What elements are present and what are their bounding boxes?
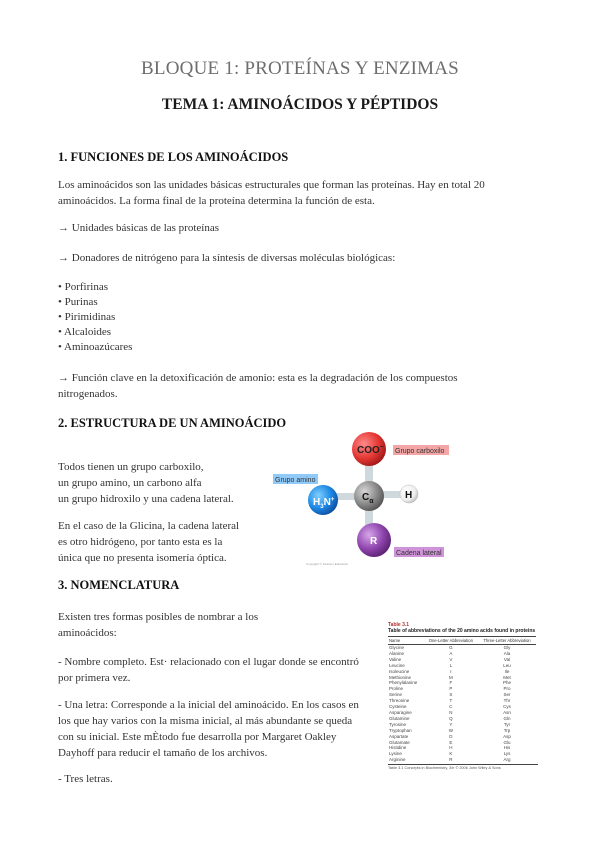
- table-cell: Alanine: [389, 650, 405, 656]
- table-cell: S: [449, 692, 453, 698]
- table-cell: K: [449, 751, 453, 757]
- table-cell: Phenylalanine: [389, 680, 418, 686]
- table-cell: Asn: [503, 709, 511, 715]
- table-cell: Glycine: [389, 645, 405, 650]
- text-line: Todos tienen un grupo carboxilo,: [58, 461, 204, 473]
- table-cell: Methionine: [389, 674, 412, 680]
- nh3-charge: +: [330, 497, 335, 503]
- table-header: Three-Letter Abbreviation: [478, 637, 536, 645]
- table-cell: Histidine: [389, 745, 407, 751]
- table-cell: Ala: [503, 650, 511, 656]
- table-cell: Lysine: [389, 751, 402, 757]
- text-line: - Nombre completo. Est· relacionado con el lugar donde se encontró: [58, 656, 359, 668]
- side-chain-r-label: R: [370, 536, 378, 547]
- table-cell: R: [449, 757, 453, 763]
- table-header: Name: [388, 637, 424, 645]
- table-cell: E: [449, 739, 453, 745]
- table-row: [388, 757, 536, 763]
- arrow-point-detox: [58, 370, 558, 402]
- text-line: Los aminoácidos son las unidades básicas estructurales que forman las proteínas. Hay en total 20: [58, 179, 485, 191]
- text-line: aminoácidos. La forma final de la proteína determina la función de esta.: [58, 195, 375, 207]
- text-line: En el caso de la Glicina, la cadena lateral: [58, 520, 240, 532]
- table-cell: L: [449, 662, 453, 668]
- text-line: es otro hidrógeno, por tanto esta es la: [58, 536, 223, 548]
- table-cell: Thr: [503, 698, 511, 704]
- table-cell: Val: [503, 656, 511, 662]
- coo-text: COO: [357, 445, 380, 456]
- table-cell: Trp: [503, 727, 511, 733]
- figure-credit: Copyright © Pearson Education: [306, 562, 349, 566]
- table-cell: Leucine: [389, 662, 405, 668]
- table-cell: Q: [449, 715, 453, 721]
- arrow-point-nitrogen-donors: → Donadores de nitrógeno para la síntesis de diversas moléculas biológicas:: [58, 252, 396, 264]
- table-cell: F: [449, 680, 453, 686]
- table-cell: A: [449, 650, 453, 656]
- table-cell: Met: [503, 674, 511, 680]
- table-cell: T: [449, 698, 453, 704]
- table-cell: Threonine: [389, 698, 410, 704]
- list-item: • Alcaloides: [58, 326, 112, 338]
- table-cell: W: [448, 727, 453, 733]
- table-cell: Glutamate: [389, 739, 410, 745]
- table-caption: Table of abbreviations of the 20 amino acids found in proteins: [388, 628, 536, 634]
- table-cell: Tyr: [503, 721, 511, 727]
- text-line: - Una letra: Corresponde a la inicial del aminoácido. En los casos en: [58, 699, 359, 711]
- table-cell: Isoleucine: [389, 668, 410, 674]
- table-cell: Glutamine: [389, 715, 410, 721]
- list-item: • Pirimidinas: [58, 311, 116, 323]
- table-cell: H: [449, 745, 453, 751]
- text-line: única que no presenta isomería óptica.: [58, 552, 227, 564]
- molecule-svg: [262, 425, 462, 573]
- table-header-row: [388, 637, 536, 645]
- coo-charge: −: [379, 444, 384, 451]
- table-cell: I: [450, 668, 452, 674]
- table-cell: C: [449, 704, 453, 710]
- section2-heading: 2. ESTRUCTURA DE UN AMINOÁCIDO: [58, 416, 287, 430]
- amino-acid-abbreviation-table: [388, 622, 538, 782]
- nomenclature-one-letter: [58, 697, 378, 761]
- text-line: los que hay varios con la misma inicial, al más abundante se queda: [58, 715, 353, 727]
- alpha-sub: α: [369, 498, 374, 505]
- table-cell: V: [449, 656, 453, 662]
- nh3-n: N: [323, 497, 331, 508]
- table-cell: Leu: [503, 662, 511, 668]
- table-cell: M: [448, 674, 453, 680]
- section3-intro: [58, 609, 358, 641]
- table-cell: Tyrosine: [389, 721, 407, 727]
- nomenclature-full-name: [58, 654, 378, 686]
- amino-label: Grupo amino: [275, 477, 316, 484]
- table-cell: Cys: [503, 704, 511, 710]
- text-line: Dayhoff para reducir el tamaño de los archivos.: [58, 747, 268, 759]
- abbreviation-table: [388, 636, 536, 763]
- table-cell: Glu: [503, 739, 511, 745]
- table-cell: Phe: [503, 680, 512, 686]
- table-cell: Gly: [503, 645, 511, 650]
- table-cell: N: [449, 709, 453, 715]
- hydrogen-label: H: [405, 490, 413, 501]
- table-cell: Aspartate: [389, 733, 409, 739]
- table-cell: Asp: [503, 733, 511, 739]
- arrow-point-units: → Unidades básicas de las proteínas: [58, 222, 219, 234]
- text-line: Existen tres formas posibles de nombrar a los: [58, 611, 259, 623]
- table-body: [388, 645, 536, 764]
- section1-heading: 1. FUNCIONES DE LOS AMINOÁCIDOS: [58, 150, 289, 164]
- table-cell: Ser: [503, 692, 511, 698]
- nh3-sub: 3: [320, 504, 324, 510]
- table-caption-label: Table 3.1: [388, 622, 410, 628]
- table-cell: His: [503, 745, 511, 751]
- text-line: nitrogenados.: [58, 388, 118, 400]
- nomenclature-three-letters: - Tres letras.: [58, 773, 113, 785]
- table-cell: Arg: [503, 757, 511, 763]
- list-item: • Porfirinas: [58, 281, 108, 293]
- table-cell: Cysteine: [389, 704, 407, 710]
- table-cell: Serine: [389, 692, 403, 698]
- molecule-bullet-list: [58, 281, 132, 356]
- table-cell: Valine: [389, 656, 402, 662]
- carboxyl-label: Grupo carboxilo: [395, 448, 445, 455]
- table-header: One-Letter Abbreviation: [424, 637, 478, 645]
- text-line: con su inicial. Este mÈtodo fue desarrolla por Margaret Oakley: [58, 731, 337, 743]
- table-cell: Asparagine: [389, 709, 412, 715]
- table-cell: Ile: [504, 668, 510, 674]
- document-title: BLOQUE 1: PROTEÍNAS Y ENZIMAS: [141, 58, 459, 79]
- table-cell: Y: [449, 721, 453, 727]
- list-item: • Aminoazúcares: [58, 341, 133, 353]
- amino-acid-structure-figure: [262, 425, 462, 573]
- text-line: → Función clave en la detoxificación de amonio: esta es la degradación de los compuestos: [58, 372, 458, 384]
- table-cell: Tryptophan: [389, 727, 412, 733]
- section2-para2: [58, 518, 278, 566]
- section2-para1: [58, 459, 278, 507]
- table-cell: D: [449, 733, 453, 739]
- table-footer: Table 3.1 Concepts in Biochemistry, 3/e © 2006 John Wiley & Sons: [388, 764, 538, 771]
- text-line: aminoácidos:: [58, 627, 117, 639]
- c-text: C: [362, 492, 370, 503]
- list-item: • Purinas: [58, 296, 98, 308]
- table-cell: Arginine: [389, 757, 406, 763]
- table-cell: P: [449, 686, 453, 692]
- table-cell: Lys: [503, 751, 511, 757]
- table-cell: G: [449, 645, 453, 650]
- side-chain-label: Cadena lateral: [396, 550, 442, 557]
- chapter-title: TEMA 1: AMINOÁCIDOS Y PÉPTIDOS: [161, 96, 439, 113]
- section3-heading: 3. NOMENCLATURA: [58, 578, 180, 592]
- section1-intro: [58, 177, 558, 209]
- nh3-h: H: [313, 497, 321, 508]
- table-cell: Proline: [389, 686, 404, 692]
- text-line: un grupo amino, un carbono alfa: [58, 477, 202, 489]
- text-line: por primera vez.: [58, 672, 131, 684]
- table-cell: Gln: [503, 715, 511, 721]
- text-line: un grupo hidroxilo y una cadena lateral.: [58, 493, 234, 505]
- table-cell: Pro: [503, 686, 511, 692]
